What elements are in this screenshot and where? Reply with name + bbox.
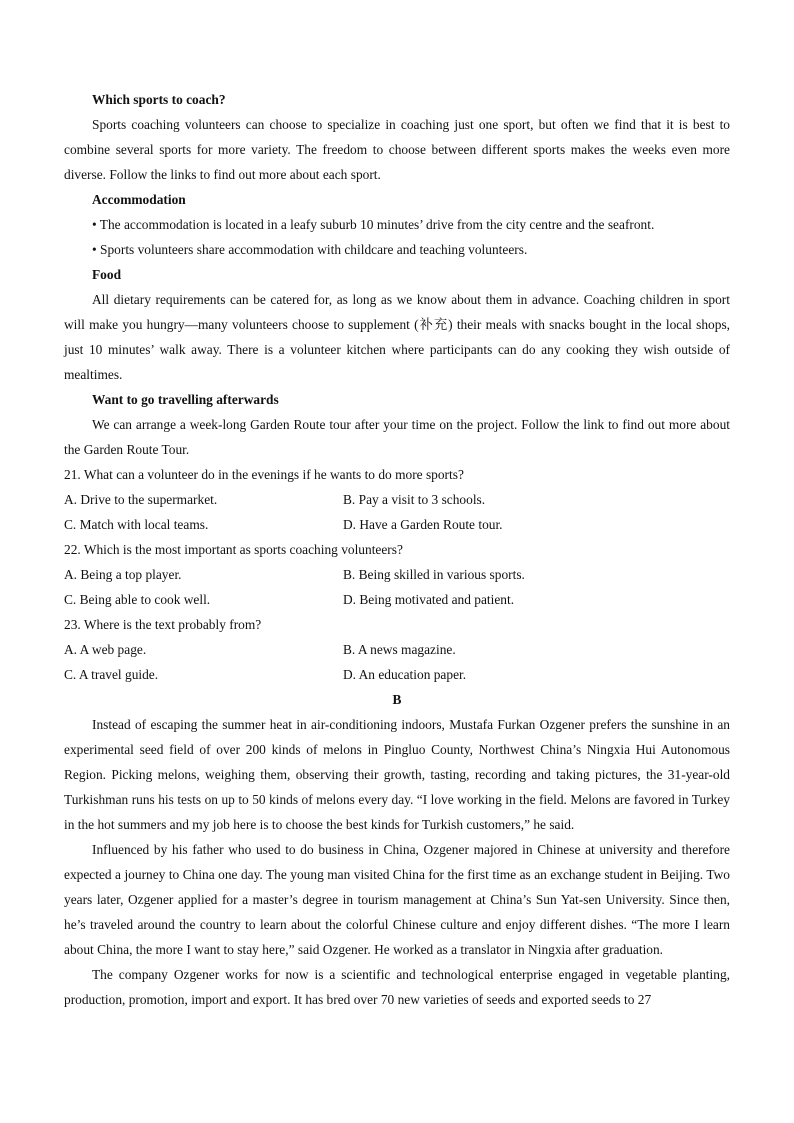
option-b: B. Pay a visit to 3 schools. <box>343 492 486 507</box>
option-b: B. Being skilled in various sports. <box>343 567 525 582</box>
option-a: A. A web page. <box>64 642 147 657</box>
question-21 <box>64 462 730 537</box>
passage-paragraph: The company Ozgener works for now is a scientific and technological enterprise engaged in vegetable planting, production, promotion, import and export. It has bred over 70 new varieties of seeds and exported seeds to 27 <box>64 967 730 1007</box>
question-stem: 22. Which is the most important as sports coaching volunteers? <box>64 542 403 557</box>
option-c: C. A travel guide. <box>64 667 159 682</box>
option-c: C. Match with local teams. <box>64 517 209 532</box>
option-a: A. Being a top player. <box>64 567 182 582</box>
document-page <box>64 87 730 1012</box>
section-b-label: B <box>392 692 402 707</box>
accommodation-heading: Accommodation <box>92 192 186 207</box>
accommodation-bullet: • The accommodation is located in a leafy suburb 10 minutes’ drive from the city centre and the seafront. <box>92 217 655 232</box>
question-23 <box>64 612 730 687</box>
passage-paragraph: Influenced by his father who used to do business in China, Ozgener majored in Chinese at university and therefore expected a journey to China one day. The young man visited China for the first time as an exchange student in Beijing. Two years later, Ozgener applied for a master’s degree in tourism management at China’s Sun Yat-sen University. Since then, he’s traveled around the country to learn about the colorful Chinese culture and enjoy different dishes. “The more I learn about China, the more I want to stay here,” said Ozgener. He worked as a translator in Ningxia after graduation. <box>64 842 730 957</box>
question-stem: 23. Where is the text probably from? <box>64 617 262 632</box>
option-d: D. An education paper. <box>343 667 467 682</box>
travel-heading: Want to go travelling afterwards <box>92 392 279 407</box>
sports-heading: Which sports to coach? <box>92 92 226 107</box>
passage-paragraph: Instead of escaping the summer heat in air-conditioning indoors, Mustafa Furkan Ozgener prefers the sunshine in an experimental seed field of over 200 kinds of melons in Pingluo County, Northwest China’s Ningxia Hui Autonomous Region. Picking melons, weighing them, observing their growth, tasting, recording and taking pictures, the 31-year-old Turkishman runs his tests on up to 50 kinds of melons every day. “I love working in the field. Melons are favored in Turkey in the hot summers and my job here is to choose the best kinds for Turkish customers,” he said. <box>64 717 730 832</box>
option-c: C. Being able to cook well. <box>64 592 211 607</box>
food-heading: Food <box>92 267 122 282</box>
question-stem: 21. What can a volunteer do in the evenings if he wants to do more sports? <box>64 467 464 482</box>
option-a: A. Drive to the supermarket. <box>64 492 218 507</box>
option-d: D. Have a Garden Route tour. <box>343 517 503 532</box>
food-paragraph: All dietary requirements can be catered for, as long as we know about them in advance. Coaching children in sport will make you hungry—many volunteers choose to supplement (补充) their meals with snacks bought in the local shops, just 10 minutes’ walk away. There is a volunteer kitchen where participants can do any cooking they wish outside of mealtimes. <box>64 292 730 382</box>
option-b: B. A news magazine. <box>343 642 456 657</box>
travel-paragraph: We can arrange a week-long Garden Route tour after your time on the project. Follow the link to find out more about the Garden Route Tour. <box>64 417 730 457</box>
sports-paragraph: Sports coaching volunteers can choose to specialize in coaching just one sport, but often we find that it is best to combine several sports for more variety. The freedom to choose between different sports makes the weeks even more diverse. Follow the links to find out more about each sport. <box>64 117 730 182</box>
question-22 <box>64 537 730 612</box>
accommodation-bullet: • Sports volunteers share accommodation with childcare and teaching volunteers. <box>92 242 528 257</box>
option-d: D. Being motivated and patient. <box>343 592 515 607</box>
